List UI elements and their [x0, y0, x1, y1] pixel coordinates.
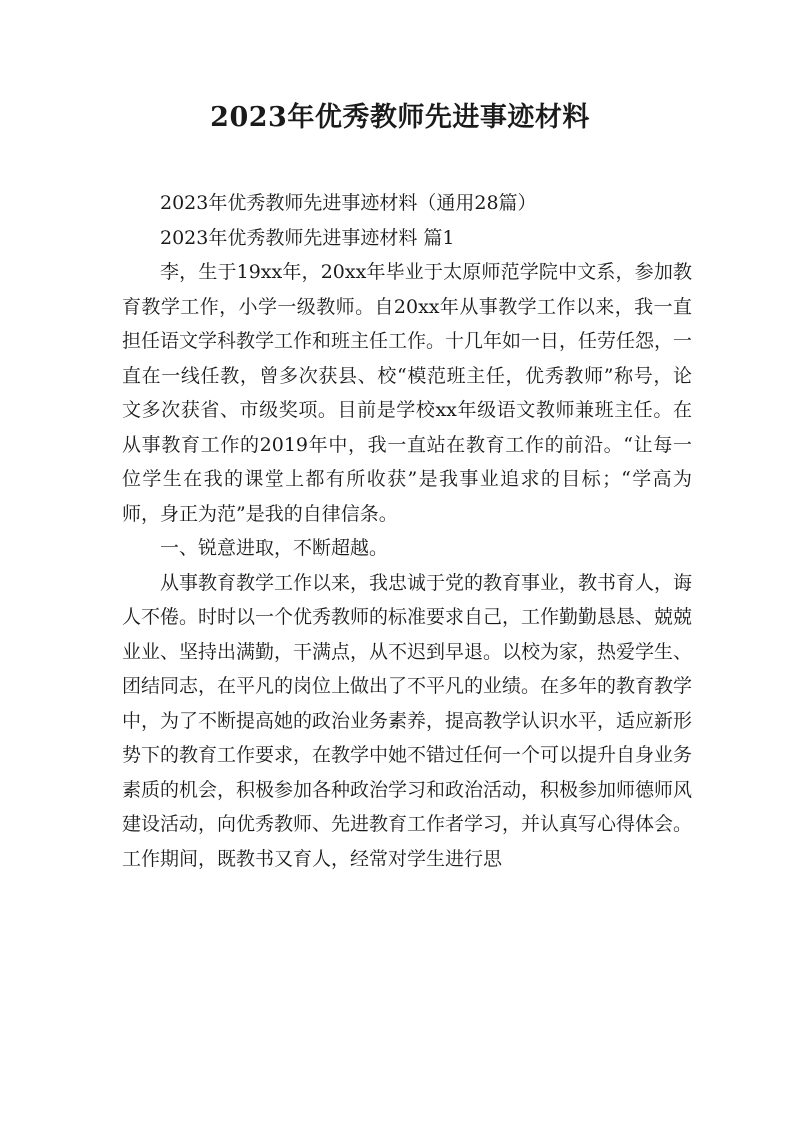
body-paragraph: 李，生于19xx年，20xx年毕业于太原师范学院中文系，参加教育教学工作，小学一级教师。自20xx年从事教学工作以来，我一直担任语文学科教学工作和班主任工作。十几年如一日，任劳任怨，一直在一线任教，曾多次获县、校“模范班主任，优秀教师”称号，论文多次获省、市级奖项。目前是学校xx年级语文教师兼班主任。在从事教育工作的2019年中，我一直站在教育工作的前沿。“让每一位学生在我的课堂上都有所收获”是我事业追求的目标；“学高为师，身正为范”是我的自律信条。	[122, 261, 693, 525]
section-heading: 2023年优秀教师先进事迹材料 篇1	[160, 226, 455, 249]
subtitle-paragraph: 2023年优秀教师先进事迹材料（通用28篇）	[160, 192, 537, 214]
section-heading: 一、锐意进取，不断超越。	[160, 537, 389, 559]
document-title: 2023年优秀教师先进事迹材料	[210, 102, 590, 133]
document-body	[122, 186, 692, 876]
body-paragraph: 从事教育教学工作以来，我忠诚于党的教育事业，教书育人，诲人不倦。时时以一个优秀教师的标准要求自己，工作勤勤恳恳、兢兢业业、坚持出满勤，干满点，从不迟到早退。以校为家，热爱学生、团结同志，在平凡的岗位上做出了不平凡的业绩。在多年的教育教学中，为了不断提高她的政治业务素养，提高教学认识水平，适应新形势下的教育工作要求，在教学中她不错过任何一个可以提升自身业务素质的机会，积极参加各种政治学习和政治活动，积极参加师德师风建设活动，向优秀教师、先进教育工作者学习，并认真写心得体会。工作期间，既教书又育人，经常对学生进行思	[122, 571, 693, 870]
